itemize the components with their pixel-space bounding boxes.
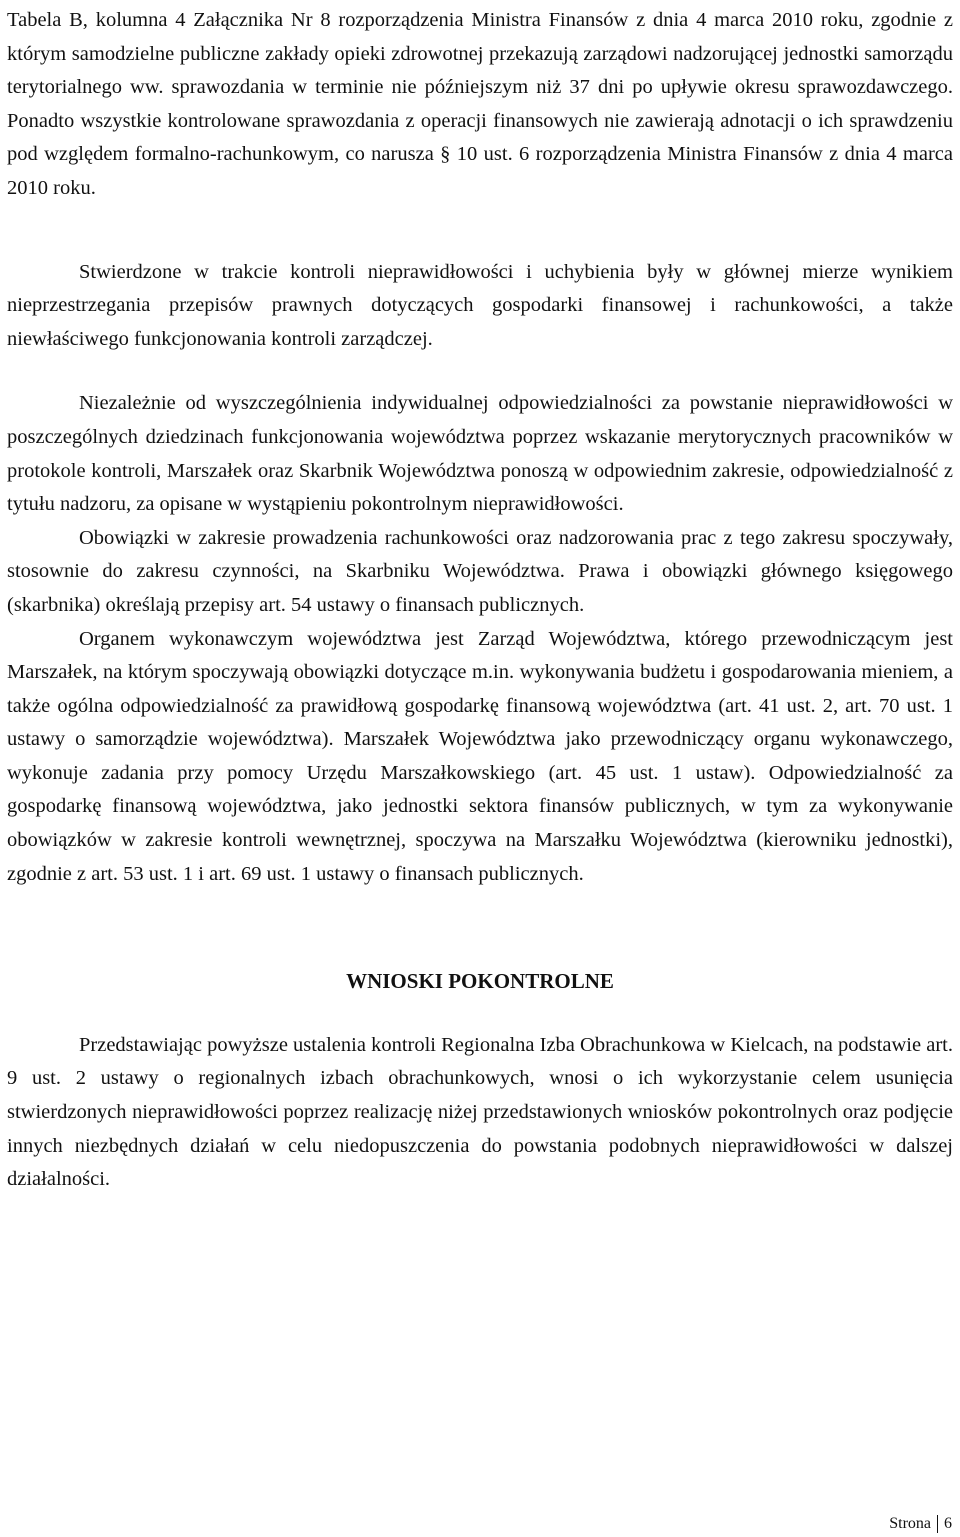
footer-separator <box>937 1515 938 1533</box>
paragraph-report-deadline: Tabela B, kolumna 4 Załącznika Nr 8 rozporządzenia Ministra Finansów z dnia 4 marca 2010 roku, zgodnie z którym samodzielne publiczne zakłady opieki zdrowotnej przekazują zarządowi nadzorującej jednostki samorządu terytorialnego ww. sprawozdania w terminie nie późniejszym niż 37 dni po upływie okresu sprawozdawczego. Ponadto wszystkie kontrolowane sprawozdania z operacji finansowych nie zawierają adnotacji o ich sprawdzeniu pod względem formalno-rachunkowym, co narusza § 10 ust. 6 rozporządzenia Ministra Finansów z dnia 4 marca 2010 roku. <box>7 9 953 199</box>
footer-page-number: 6 <box>944 1515 952 1532</box>
paragraph-conclusions: Przedstawiając powyższe ustalenia kontroli Regionalna Izba Obrachunkowa w Kielcach, na podstawie art. 9 ust. 2 ustawy o regionalnych izbach obrachunkowych, wnosi o ich wykorzystanie celem usunięcia stwierdzonych nieprawidłowości poprzez realizację niżej przedstawionych wniosków pokontrolnych oraz podjęcie innych niezbędnych działań w celu niedopuszczenia do powstania podobnych nieprawidłowości w dalszej działalności. <box>7 1033 953 1191</box>
paragraph-responsibility: Niezależnie od wyszczególnienia indywidualnej odpowiedzialności za powstanie nieprawidłowości w poszczególnych dziedzinach funkcjonowania województwa poprzez wskazanie merytorycznych pracowników w protokole kontroli, Marszałek oraz Skarbnik Województwa ponoszą w odpowiednim zakresie, odpowiedzialność z tytułu nadzoru, za opisane w wystąpieniu pokontrolnym nieprawidłowości. <box>7 392 953 516</box>
footer-page-label: Strona <box>889 1515 931 1532</box>
paragraph-irregularities-cause: Stwierdzone w trakcie kontroli nieprawidłowości i uchybienia były w głównej mierze wynikiem nieprzestrzegania przepisów prawnych dotyczących gospodarki finansowej i rachunkowości, a także niewłaściwego funkcjonowania kontroli zarządczej. <box>7 260 953 350</box>
paragraph-accounting-duties: Obowiązki w zakresie prowadzenia rachunkowości oraz nadzorowania prac z tego zakresu spoczywały, stosownie do zakresu czynności, na Skarbniku Województwa. Prawa i obowiązki głównego księgowego (skarbnika) określają przepisy art. 54 ustawy o finansach publicznych. <box>7 526 953 616</box>
document-page <box>7 4 953 1197</box>
section-heading: WNIOSKI POKONTROLNE <box>346 969 614 994</box>
page-footer <box>889 1515 952 1533</box>
paragraph-executive-body: Organem wykonawczym województwa jest Zarząd Województwa, którego przewodniczącym jest Marszałek, na którym spoczywają obowiązki dotyczące m.in. wykonywania budżetu i gospodarowania mieniem, a także ogólna odpowiedzialność za prawidłową gospodarkę finansową województwa (art. 41 ust. 2, art. 70 ust. 1 ustawy o samorządzie województwa). Marszałek Województwa jako przewodniczący organu wykonawczego, wykonuje zadania przy pomocy Urzędu Marszałkowskiego (art. 45 ust. 1 ustaw). Odpowiedzialność za gospodarkę finansową województwa, jako jednostki sektora finansów publicznych, w tym za wykonywanie obowiązków w zakresie kontroli wewnętrznej, spoczywa na Marszałku Województwa (kierowniku jednostki), zgodnie z art. 53 ust. 1 i art. 69 ust. 1 ustawy o finansach publicznych. <box>7 627 953 885</box>
